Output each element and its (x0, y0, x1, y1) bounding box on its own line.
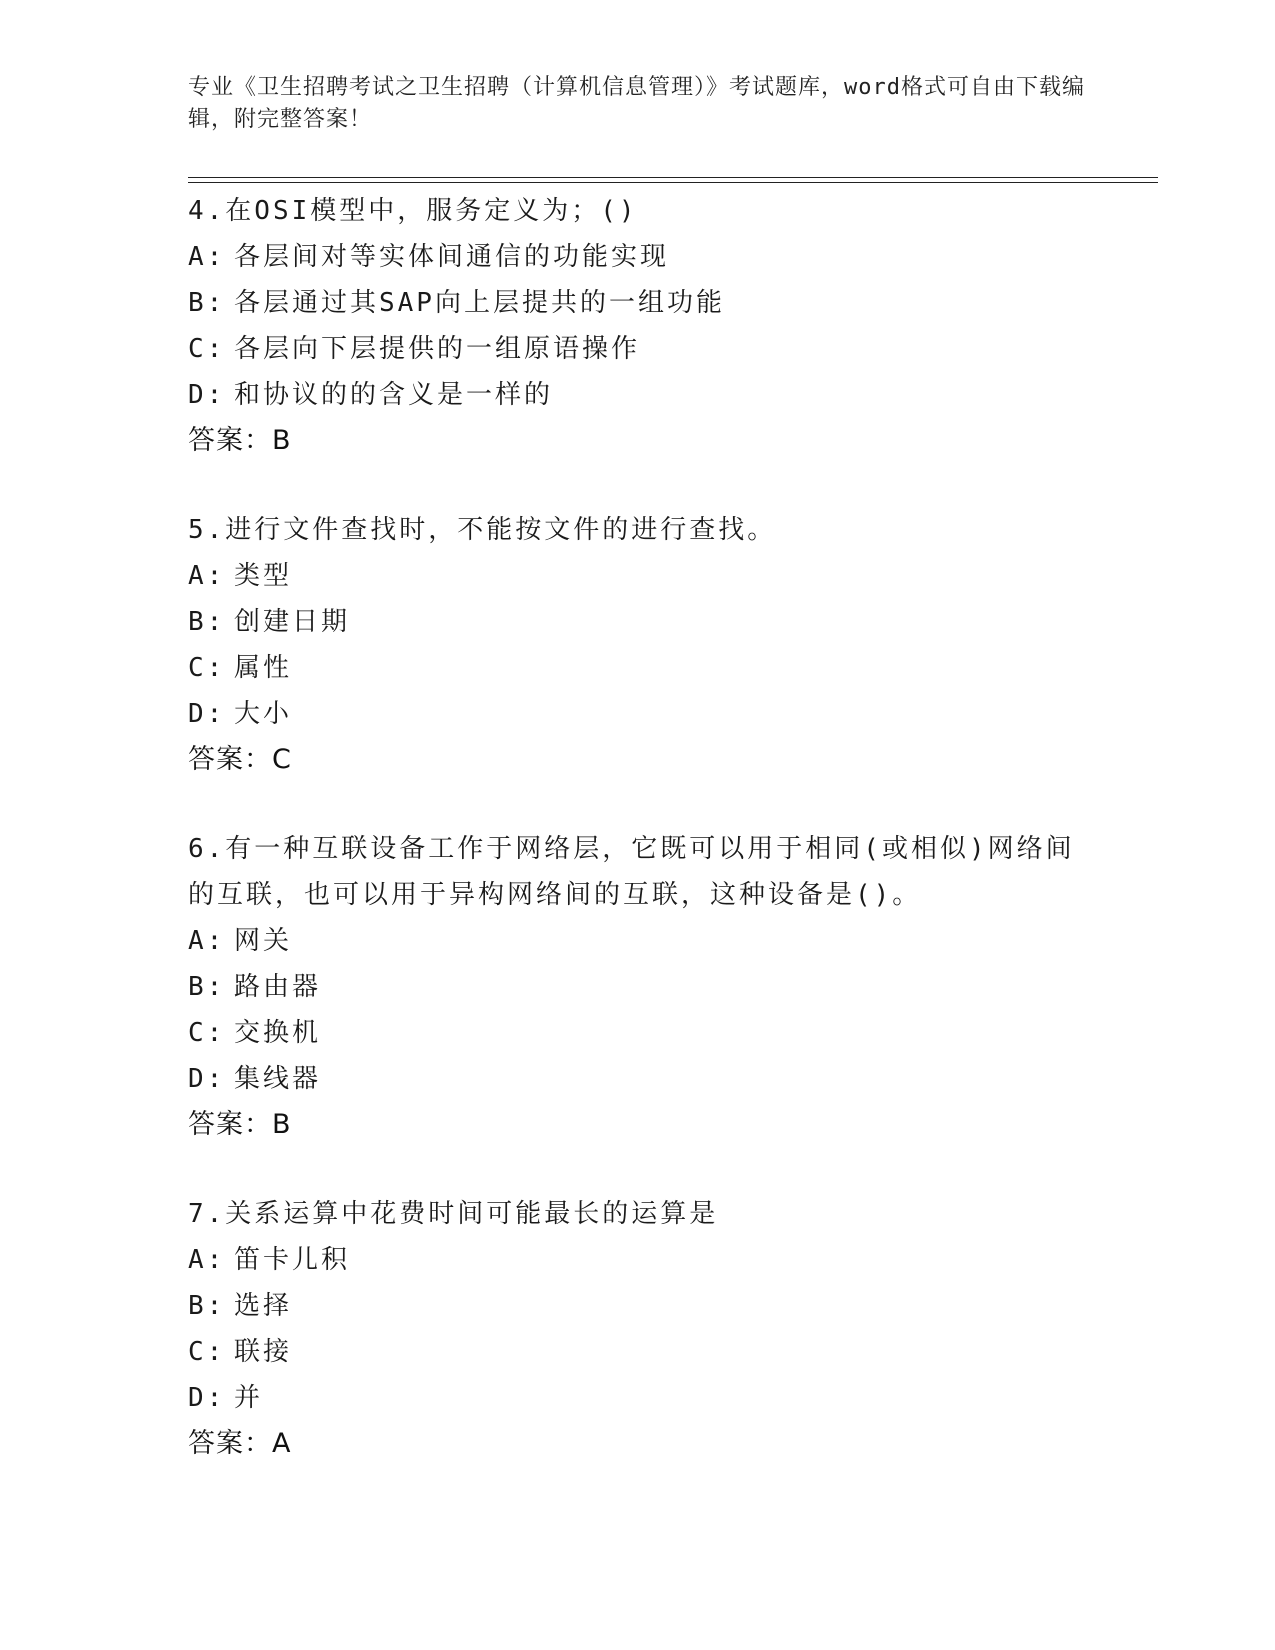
option-c (188, 645, 1088, 691)
question-list (188, 188, 1088, 1510)
option-letter: A: (188, 561, 226, 591)
option-letter: B: (188, 972, 226, 1002)
option-c (188, 326, 1088, 372)
option-letter: B: (188, 288, 226, 318)
option-text: 和协议的的含义是一样的 (234, 380, 554, 410)
option-text: 属性 (234, 653, 293, 683)
option-text: 联接 (234, 1337, 293, 1367)
option-letter: B: (188, 607, 226, 637)
option-letter: C: (188, 334, 226, 364)
question-stem: 4.在OSI模型中，服务定义为；() (188, 196, 638, 226)
option-a (188, 234, 1088, 280)
option-letter: D: (188, 1064, 226, 1094)
option-d (188, 1056, 1088, 1102)
question-6 (188, 826, 1088, 1148)
option-b (188, 599, 1088, 645)
question-5 (188, 507, 1088, 783)
question-7 (188, 1191, 1088, 1467)
answer-line: 答案：B (188, 1109, 292, 1140)
option-text: 类型 (234, 561, 293, 591)
option-d (188, 372, 1088, 418)
option-d (188, 1375, 1088, 1421)
option-letter: C: (188, 653, 226, 683)
option-text: 各层向下层提供的一组原语操作 (234, 334, 641, 364)
question-stem: 7.关系运算中花费时间可能最长的运算是 (188, 1199, 719, 1229)
option-letter: A: (188, 926, 226, 956)
question-stem: 6.有一种互联设备工作于网络层，它既可以用于相同(或相似)网络间的互联，也可以用于异构网络间的互联，这种设备是()。 (188, 834, 1075, 910)
answer-line: 答案：C (188, 744, 292, 775)
option-letter: D: (188, 380, 226, 410)
option-b (188, 1283, 1088, 1329)
option-a (188, 918, 1088, 964)
option-c (188, 1010, 1088, 1056)
question-4 (188, 188, 1088, 464)
header-rule-top (188, 177, 1158, 178)
option-letter: A: (188, 242, 226, 272)
option-letter: B: (188, 1291, 226, 1321)
question-stem: 5.进行文件查找时，不能按文件的进行查找。 (188, 515, 777, 545)
option-letter: C: (188, 1337, 226, 1367)
option-text: 大小 (234, 699, 293, 729)
header-rule-bottom (188, 182, 1158, 183)
option-text: 交换机 (234, 1018, 322, 1048)
option-text: 选择 (234, 1291, 293, 1321)
option-text: 路由器 (234, 972, 322, 1002)
option-d (188, 691, 1088, 737)
option-letter: D: (188, 1383, 226, 1413)
option-text: 各层间对等实体间通信的功能实现 (234, 242, 670, 272)
header-note: 专业《卫生招聘考试之卫生招聘（计算机信息管理）》考试题库，word格式可自由下载编辑，附完整答案！ (188, 75, 1085, 132)
answer-line: 答案：A (188, 1428, 292, 1459)
answer-line: 答案：B (188, 425, 292, 456)
option-a (188, 553, 1088, 599)
option-letter: A: (188, 1245, 226, 1275)
option-b (188, 280, 1088, 326)
option-text: 笛卡儿积 (234, 1245, 351, 1275)
option-text: 网关 (234, 926, 293, 956)
option-text: 并 (234, 1383, 264, 1413)
option-a (188, 1237, 1088, 1283)
option-text: 各层通过其SAP向上层提共的一组功能 (234, 288, 725, 318)
option-text: 集线器 (234, 1064, 322, 1094)
option-c (188, 1329, 1088, 1375)
option-text: 创建日期 (234, 607, 351, 637)
option-letter: D: (188, 699, 226, 729)
option-b (188, 964, 1088, 1010)
option-letter: C: (188, 1018, 226, 1048)
